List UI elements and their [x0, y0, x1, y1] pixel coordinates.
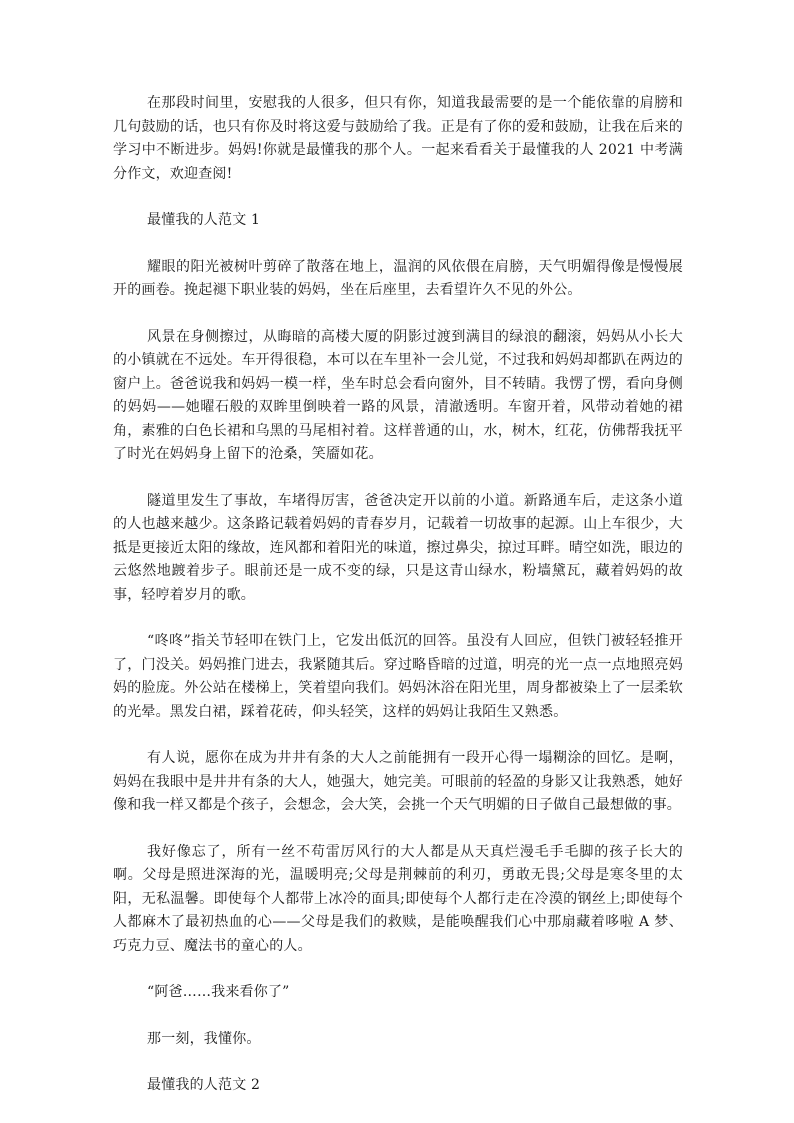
- essay-quote: “阿爸……我来看你了”: [147, 984, 290, 1000]
- essay-paragraph-5: 有人说，愿你在成为井井有条的大人之前能拥有一段开心得一塌糊涂的回忆。是啊，妈妈在我眼中是井井有条的大人，她强大，她完美。可眼前的轻盈的身影又让我熟悉，她好像和我一样又都是个孩子，会想念，会大笑，会挑一个天气明媚的日子做自己最想做的事。: [113, 750, 683, 813]
- essay-paragraph-2: 风景在身侧擦过，从晦暗的高楼大厦的阴影过渡到满目的绿浪的翻滚，妈妈从小长大的小镇就在不远处。车开得很稳，本可以在车里补一会儿觉，不过我和妈妈却都趴在两边的窗户上。爸爸说我和妈妈一模一样，坐车时总会看向窗外，目不转睛。我愣了愣，看向身侧的妈妈——她曜石般的双眸里倒映着一路的风景，清澈透明。车窗开着，风带动着她的裙角，素雅的白色长裙和乌黑的马尾相衬着。这样普通的山，水，树木，红花，仿佛帮我抚平了时光在妈妈身上留下的沧桑，笑靥如花。: [113, 328, 683, 462]
- section-heading-2: 最懂我的人范文 2: [147, 1077, 261, 1093]
- intro-paragraph: 在那段时间里，安慰我的人很多，但只有你，知道我最需要的是一个能依靠的肩膀和几句鼓励的话，也只有你及时将这爱与鼓励给了我。正是有了你的爱和鼓励，让我在后来的学习中不断进步。妈妈!你就是最懂我的那个人。一起来看看关于最懂我的人 2021 中考满分作文，欢迎查阅!: [113, 95, 683, 182]
- document-body: [113, 92, 683, 1121]
- essay-paragraph-4: “咚咚”指关节轻叩在铁门上，它发出低沉的回答。虽没有人回应，但铁门被轻轻推开了，门没关。妈妈推门进去，我紧随其后。穿过略昏暗的过道，明亮的光一点一点地照亮妈妈的脸庞。外公站在楼梯上，笑着望向我们。妈妈沐浴在阳光里，周身都被染上了一层柔软的光晕。黑发白裙，踩着花砖，仰头轻笑，这样的妈妈让我陌生又熟悉。: [113, 633, 683, 720]
- section-heading-1: 最懂我的人范文 1: [147, 212, 261, 228]
- essay-paragraph-1: 耀眼的阳光被树叶剪碎了散落在地上，温润的风依偎在肩膀，天气明媚得像是慢慢展开的画卷。挽起褪下职业装的妈妈，坐在后座里，去看望许久不见的外公。: [113, 258, 683, 298]
- essay-closing: 那一刻，我懂你。: [147, 1030, 261, 1047]
- essay-paragraph-6: 我好像忘了，所有一丝不苟雷厉风行的大人都是从天真烂漫毛手毛脚的孩子长大的啊。父母是照进深海的光，温暖明亮;父母是荆棘前的利刃，勇敢无畏;父母是寒冬里的太阳，无私温馨。即使每个人都带上冰冷的面具;即使每个人都行走在冷漠的钢丝上;即使每个人都麻木了最初热血的心——父母是我们的救赎，是能唤醒我们心中那扇藏着哆啦 A 梦、巧克力豆、魔法书的童心的人。: [113, 843, 683, 954]
- essay-paragraph-3: 隧道里发生了事故，车堵得厉害，爸爸决定开以前的小道。新路通车后，走这条小道的人也越来越少。这条路记载着妈妈的青春岁月，记载着一切故事的起源。山上车很少，大抵是更接近太阳的缘故，连风都和着阳光的味道，擦过鼻尖，掠过耳畔。晴空如洗，眼边的云悠然地踱着步子。眼前还是一成不变的绿，只是这青山绿水，粉墙黛瓦，藏着妈妈的故事，轻哼着岁月的歌。: [113, 492, 683, 603]
